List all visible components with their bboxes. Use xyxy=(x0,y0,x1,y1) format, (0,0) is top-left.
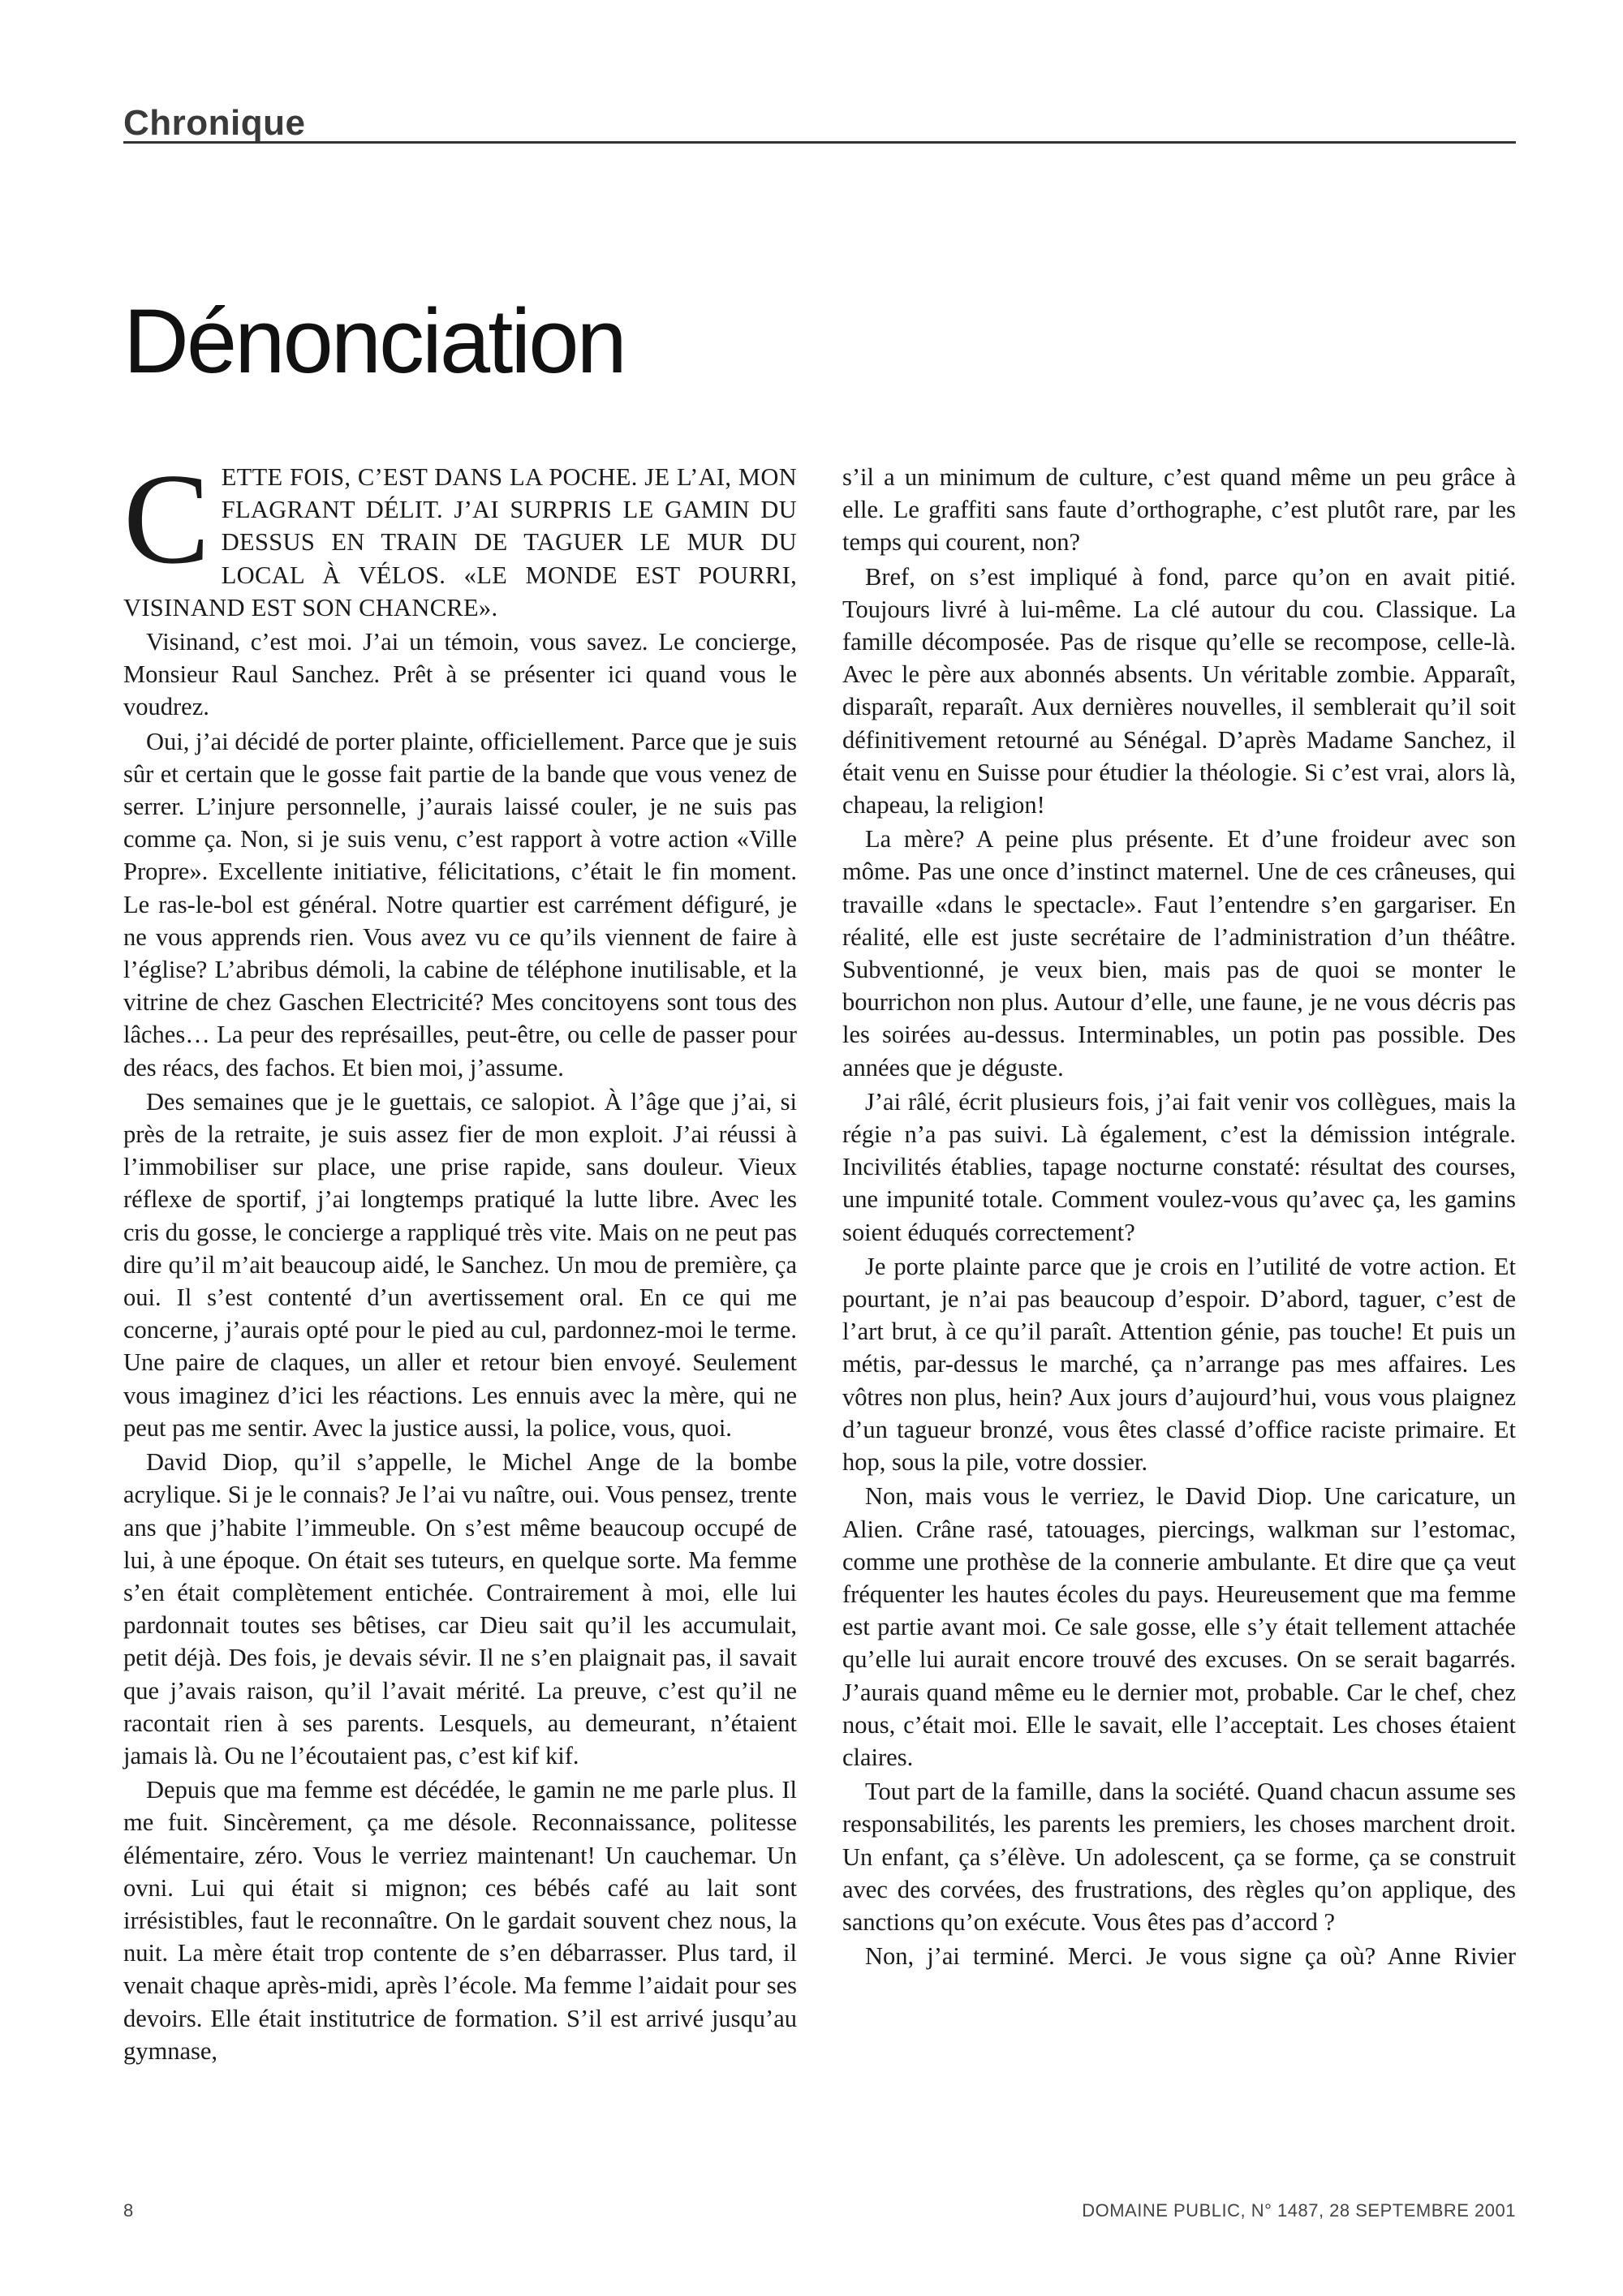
article-paragraph: David Diop, qu’il s’appelle, le Michel Ange de la bombe acrylique. Si je le connais? Je l’ai vu naître, oui. Vous pensez, trente ans que j’habite l’immeuble. On s’est même beaucoup occupé de lui, à une époque. On était ses tuteurs, en quelque sorte. Ma femme s’en était complètement entichée. Contrairement à moi, elle lui pardonnait toutes ses bêtises, car Dieu sait qu’il les accumulait, petit déjà. Des fois, je devais sévir. Il ne s’en plaignait pas, il savait que j’avais raison, qu’il l’avait mérité. La preuve, c’est qu’il ne racontait rien à ses parents. Lesquels, au demeurant, n’étaient jamais là. Ou ne l’écoutaient pas, c’est kif kif. xyxy=(123,1448,797,1769)
closing-paragraph xyxy=(842,1940,1516,1972)
article-column-right xyxy=(842,461,1516,2165)
article-paragraph: Visinand, c’est moi. J’ai un témoin, vous savez. Le concierge, Monsieur Raul Sanchez. Prêt à se présenter ici quand vous le voudrez. xyxy=(123,628,797,721)
section-divider xyxy=(123,141,1516,144)
drop-cap: C xyxy=(123,446,210,591)
article-column-left xyxy=(123,446,797,2165)
article-paragraph: La mère? A peine plus présente. Et d’une froideur avec son môme. Pas une once d’instinct maternel. Une de ces crâneuses, qui travaille «dans le spectacle». Faut l’entendre s’en gargariser. En réalité, elle est juste secrétaire de l’administration d’un théâtre. Subventionné, je veux bien, mais pas de quoi se monter le bourrichon non plus. Autour d’elle, une faune, je ne vous décris pas les soirées au-dessus. Interminables, un potin pas possible. Des années que je déguste. xyxy=(842,825,1516,1081)
page-number: 8 xyxy=(123,2200,134,2221)
article-paragraph: Des semaines que je le guettais, ce salopiot. À l’âge que j’ai, si près de la retraite, je suis assez fier de mon exploit. J’ai réussi à l’immobiliser sur place, une prise rapide, sans douleur. Vieux réflexe de sportif, j’ai longtemps pratiqué la lutte libre. Avec les cris du gosse, le concierge a rappliqué très vite. Mais on ne peut pas dire qu’il m’ait beaucoup aidé, le Sanchez. Un mou de première, ça oui. Il s’est contenté d’un avertissement oral. En ce qui me concerne, j’aurais opté pour le pied au cul, pardonnez-moi le terme. Une paire de claques, un aller et retour bien envoyé. Seulement vous imaginez d’ici les réactions. Les ennuis avec la mère, qui ne peut pas me sentir. Avec la justice aussi, la police, vous, quoi. xyxy=(123,1087,797,1442)
article-paragraph: Depuis que ma femme est décédée, le gamin ne me parle plus. Il me fuit. Sincèrement, ça me désole. Reconnaissance, politesse élémentaire, zéro. Vous le verriez maintenant! Un cauchemar. Un ovni. Lui qui était si mignon; ces bébés café au lait sont irrésistibles, faut le reconnaître. On le gardait souvent chez nous, la nuit. La mère était trop contente de s’en débarrasser. Plus tard, il venait chaque après-midi, après l’école. Ma femme l’aidait pour ses devoirs. Elle était institutrice de formation. S’il est arrivé jusqu’au gymnase, xyxy=(123,1776,797,2065)
article-paragraph: Tout part de la famille, dans la société. Quand chacun assume ses responsabilités, les parents les premiers, les choses marchent droit. Un enfant, ça s’élève. Un adolescent, ça se forme, ça se construit avec des corvées, des frustrations, des règles qu’on applique, des sanctions qu’on exécute. Vous êtes pas d’accord ? xyxy=(842,1778,1516,1936)
article-paragraph-continued: s’il a un minimum de culture, c’est quand même un peu grâce à elle. Le graffiti sans faute d’orthographe, c’est plutôt rare, par les temps qui courent, non? xyxy=(842,463,1516,557)
author-signature: Anne Rivier xyxy=(1387,1942,1516,1971)
article-paragraph: J’ai râlé, écrit plusieurs fois, j’ai fait venir vos collègues, mais la régie n’a pas suivi. Là également, c’est la démission intégrale. Incivilités établies, tapage nocturne constaté: résultat des courses, une impunité totale. Comment voulez-vous qu’avec ça, les gamins soient éduqués correctement? xyxy=(842,1087,1516,1246)
publication-info: DOMAINE PUBLIC, N° 1487, 28 SEPTEMBRE 2001 xyxy=(1082,2200,1516,2221)
section-label: Chronique xyxy=(123,103,306,143)
article-opening-paragraph xyxy=(123,446,797,624)
closing-text: Non, j’ai terminé. Merci. Je vous signe ça où? xyxy=(865,1942,1376,1971)
article-paragraph: Je porte plainte parce que je crois en l’utilité de votre action. Et pourtant, je n’ai pas beaucoup d’espoir. D’abord, taguer, c’est de l’art brut, à ce qu’il paraît. Attention génie, pas touche! Et puis un métis, par-dessus le marché, ça n’arrange pas mes affaires. Les vôtres non plus, hein? Aux jours d’aujourd’hui, vous vous plaignez d’un tagueur bronzé, vous êtes classé d’office raciste primaire. Et hop, sous la pile, votre dossier. xyxy=(842,1252,1516,1477)
article-paragraph: Non, mais vous le verriez, le David Diop. Une caricature, un Alien. Crâne rasé, tatouages, piercings, walkman sur l’estomac, comme une prothèse de la connerie ambulante. Et dire que ça veut fréquenter les hautes écoles du pays. Heureusement que ma femme est partie avant moi. Ce sale gosse, elle s’y était tellement attachée qu’elle lui aurait encore trouvé des excuses. On se serait bagarrés. J’aurais quand même eu le dernier mot, probable. Car le chef, chez nous, c’était moi. Elle le savait, elle l’acceptait. Les choses étaient claires. xyxy=(842,1482,1516,1771)
article-title: Dénonciation xyxy=(123,290,625,393)
article-paragraph: Oui, j’ai décidé de porter plainte, officiellement. Parce que je suis sûr et certain que le gosse fait partie de la bande que vous venez de serrer. L’injure personnelle, j’aurais laissé couler, je ne suis pas comme ça. Non, si je suis venu, c’est rapport à votre action «Ville Propre». Excellente initiative, félicitations, c’était le fin moment. Le ras-le-bol est général. Notre quartier est carrément défiguré, je ne vous apprends rien. Vous avez vu ce qu’ils viennent de faire à l’église? L’abribus démoli, la cabine de téléphone inutilisable, et la vitrine de chez Gaschen Electricité? Mes concitoyens sont tous des lâches… La peur des représailles, peut-être, ou celle de passer pour des réacs, des fachos. Et bien moi, j’assume. xyxy=(123,727,797,1081)
opening-text: ETTE FOIS, C’EST DANS LA POCHE. JE L’AI, MON FLAGRANT DÉLIT. J’AI SURPRIS LE GAMIN DU DESSUS EN TRAIN DE TAGUER LE MUR DU LOCAL À VÉLOS. «LE MONDE EST POURRI, VISINAND EST SON CHANCRE». xyxy=(123,463,797,621)
article-paragraph: Bref, on s’est impliqué à fond, parce qu’on en avait pitié. Toujours livré à lui-même. La clé autour du cou. Classique. La famille décomposée. Pas de risque qu’elle se recompose, celle-là. Avec le père aux abonnés absents. Un véritable zombie. Apparaît, disparaît, reparaît. Aux dernières nouvelles, il semblerait qu’il soit définitivement retourné au Sénégal. D’après Madame Sanchez, il était venu en Suisse pour étudier la théologie. Si c’est vrai, alors là, chapeau, la religion! xyxy=(842,562,1516,819)
